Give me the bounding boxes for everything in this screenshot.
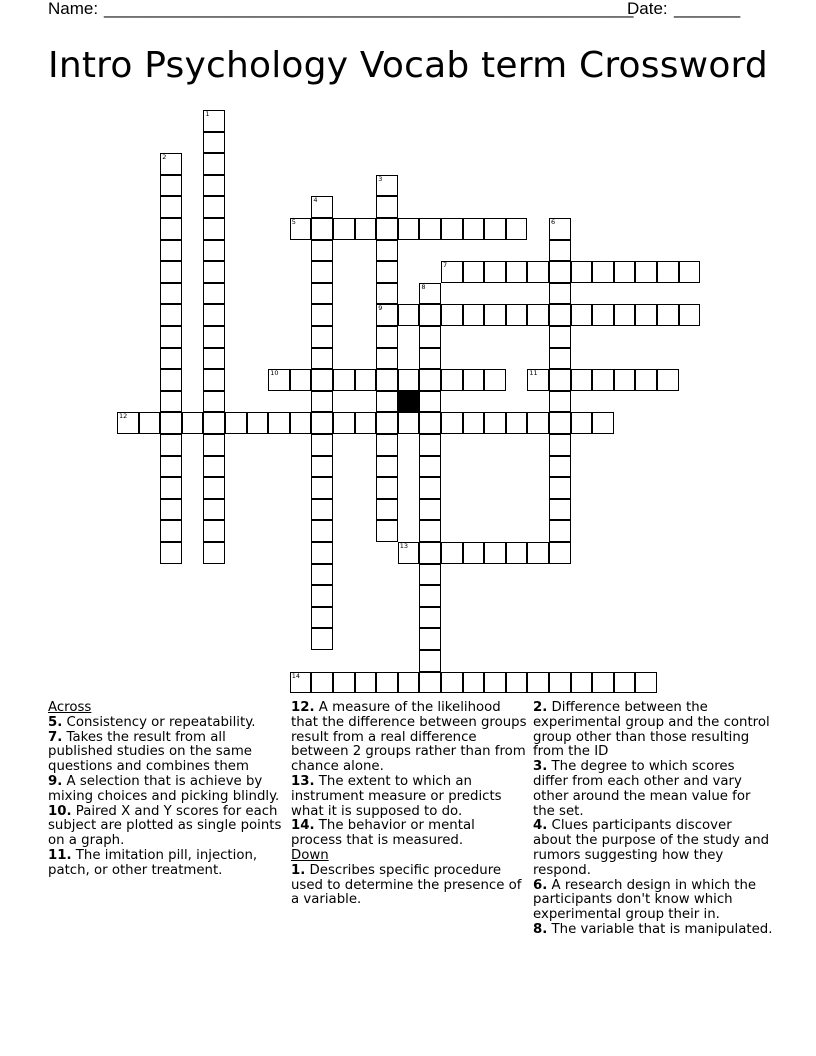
crossword-cell[interactable]: [527, 542, 549, 564]
crossword-cell[interactable]: [311, 672, 333, 694]
crossword-cell[interactable]: [679, 304, 701, 326]
crossword-cell[interactable]: [463, 672, 485, 694]
crossword-cell[interactable]: [463, 369, 485, 391]
crossword-cell[interactable]: [203, 456, 225, 478]
clues-column-3: [533, 701, 773, 938]
crossword-cell[interactable]: [182, 412, 204, 434]
clue-number-label: 11.: [48, 847, 72, 863]
crossword-cell[interactable]: [160, 196, 182, 218]
crossword-cell[interactable]: [592, 369, 614, 391]
crossword-cell[interactable]: [311, 196, 333, 218]
crossword-cell[interactable]: [506, 304, 528, 326]
crossword-cell[interactable]: [549, 240, 571, 262]
clue-number-label: 1.: [291, 862, 306, 878]
clue-item: [291, 864, 527, 908]
crossword-cell[interactable]: [160, 477, 182, 499]
crossword-cell[interactable]: [549, 499, 571, 521]
crossword-cell[interactable]: [441, 412, 463, 434]
crossword-cell[interactable]: [203, 196, 225, 218]
crossword-cell[interactable]: [268, 369, 290, 391]
crossword-cell[interactable]: [419, 348, 441, 370]
crossword-cell[interactable]: [571, 369, 593, 391]
crossword-cell[interactable]: [203, 477, 225, 499]
crossword-cell[interactable]: [419, 218, 441, 240]
crossword-cell[interactable]: [376, 369, 398, 391]
crossword-cell[interactable]: [203, 110, 225, 132]
crossword-cell[interactable]: [614, 369, 636, 391]
crossword-cell[interactable]: [311, 283, 333, 305]
crossword-cell[interactable]: [160, 153, 182, 175]
clue-number: 3: [378, 174, 383, 183]
crossword-cell[interactable]: [160, 369, 182, 391]
crossword-cell[interactable]: [549, 304, 571, 326]
clue-item: [533, 879, 773, 923]
black-square: [398, 391, 420, 413]
clue-text: A measure of the likelihood that the difference between groups result from a real difference between 2 groups rather than from chance alone.: [291, 700, 527, 775]
clue-text: A selection that is achieve by mixing choices and picking blindly.: [48, 773, 280, 804]
crossword-cell[interactable]: [398, 672, 420, 694]
crossword-cell[interactable]: [203, 369, 225, 391]
clue-number: 8: [421, 282, 426, 291]
crossword-cell[interactable]: [527, 412, 549, 434]
crossword-cell[interactable]: [679, 261, 701, 283]
crossword-cell[interactable]: [549, 348, 571, 370]
crossword-cell[interactable]: [203, 391, 225, 413]
clue-item: [48, 731, 284, 775]
crossword-cell[interactable]: [592, 672, 614, 694]
clue-text: The degree to which scores differ from each other and vary other around the mean value for the set.: [533, 759, 751, 819]
crossword-cell[interactable]: [441, 261, 463, 283]
crossword-cell[interactable]: [311, 564, 333, 586]
name-label: Name:: [48, 0, 99, 18]
crossword-cell[interactable]: [592, 412, 614, 434]
clue-number: 7: [443, 261, 448, 270]
clue-text: Paired X and Y scores for each subject are plotted as single points on a graph.: [48, 803, 282, 849]
crossword-cell[interactable]: [160, 283, 182, 305]
crossword-cell[interactable]: [571, 412, 593, 434]
date-label: Date:: [627, 0, 668, 18]
crossword-cell[interactable]: [506, 672, 528, 694]
crossword-cell[interactable]: [506, 412, 528, 434]
clue-number: 2: [162, 153, 167, 162]
crossword-cell[interactable]: [376, 240, 398, 262]
crossword-cell[interactable]: [160, 218, 182, 240]
crossword-cell[interactable]: [441, 672, 463, 694]
crossword-cell[interactable]: [203, 499, 225, 521]
crossword-cell[interactable]: [571, 304, 593, 326]
crossword-cell[interactable]: [160, 499, 182, 521]
crossword-cell[interactable]: [268, 412, 290, 434]
crossword-cell[interactable]: [484, 369, 506, 391]
crossword-cell[interactable]: [484, 542, 506, 564]
crossword-cell[interactable]: [549, 477, 571, 499]
crossword-cell[interactable]: [225, 412, 247, 434]
clue-number: 9: [378, 304, 383, 313]
crossword-cell[interactable]: [160, 520, 182, 542]
clue-text: The variable that is manipulated.: [547, 921, 773, 937]
crossword-cell[interactable]: [376, 477, 398, 499]
crossword-cell[interactable]: [419, 542, 441, 564]
crossword-cell[interactable]: [571, 261, 593, 283]
clue-number: 13: [399, 542, 409, 550]
crossword-cell[interactable]: [290, 412, 312, 434]
crossword-cell[interactable]: [355, 672, 377, 694]
crossword-cell[interactable]: [203, 304, 225, 326]
clue-text: A research design in which the participants don't know which experimental group their in.: [533, 877, 757, 923]
clue-item: [48, 716, 284, 731]
clue-number-label: 8.: [533, 921, 548, 937]
crossword-cell[interactable]: [333, 672, 355, 694]
crossword-cell[interactable]: [311, 240, 333, 262]
clue-text: Takes the result from all published studies on the same questions and combines them: [48, 729, 252, 775]
crossword-cell[interactable]: [311, 261, 333, 283]
crossword-cell[interactable]: [398, 304, 420, 326]
crossword-cell[interactable]: [333, 412, 355, 434]
crossword-cell[interactable]: [311, 499, 333, 521]
crossword-cell[interactable]: [635, 369, 657, 391]
crossword-cell[interactable]: [549, 391, 571, 413]
crossword-cell[interactable]: [571, 672, 593, 694]
crossword-cell[interactable]: [527, 261, 549, 283]
crossword-cell[interactable]: [117, 412, 139, 434]
crossword-cell[interactable]: [635, 261, 657, 283]
crossword-cell[interactable]: [484, 304, 506, 326]
clue-number-label: 9.: [48, 773, 63, 789]
crossword-cell[interactable]: [419, 672, 441, 694]
crossword-cell[interactable]: [657, 304, 679, 326]
crossword-cell[interactable]: [484, 672, 506, 694]
crossword-cell[interactable]: [463, 261, 485, 283]
crossword-cell[interactable]: [376, 348, 398, 370]
crossword-cell[interactable]: [160, 542, 182, 564]
crossword-cell[interactable]: [549, 412, 571, 434]
clue-text: Consistency or repeatability.: [62, 714, 256, 730]
crossword-cell[interactable]: [355, 412, 377, 434]
crossword-cell[interactable]: [311, 585, 333, 607]
crossword-cell[interactable]: [247, 412, 269, 434]
crossword-cell[interactable]: [527, 672, 549, 694]
crossword-cell[interactable]: [592, 261, 614, 283]
crossword-cell[interactable]: [549, 326, 571, 348]
crossword-cell[interactable]: [333, 218, 355, 240]
crossword-cell[interactable]: [160, 240, 182, 262]
crossword-cell[interactable]: [614, 672, 636, 694]
crossword-cell[interactable]: [419, 607, 441, 629]
crossword-cell[interactable]: [333, 369, 355, 391]
crossword-cell[interactable]: [463, 542, 485, 564]
crossword-cell[interactable]: [549, 456, 571, 478]
clue-item: [291, 819, 527, 849]
clue-item: [48, 775, 284, 805]
crossword-cell[interactable]: [376, 326, 398, 348]
crossword-cell[interactable]: [160, 326, 182, 348]
crossword-cell[interactable]: [419, 456, 441, 478]
clue-item: [291, 775, 527, 819]
crossword-cell[interactable]: [398, 369, 420, 391]
clues-column-2: [291, 701, 527, 908]
crossword-cell[interactable]: [419, 369, 441, 391]
clue-number: 10: [270, 369, 279, 378]
crossword-cell[interactable]: [203, 412, 225, 434]
crossword-cell[interactable]: [290, 218, 312, 240]
clue-text: The behavior or mental process that is measured.: [291, 818, 475, 849]
crossword-cell[interactable]: [203, 132, 225, 154]
crossword-cell[interactable]: [419, 434, 441, 456]
crossword-cell[interactable]: [290, 672, 312, 694]
clue-number-label: 14.: [291, 818, 315, 834]
crossword-cell[interactable]: [419, 650, 441, 672]
crossword-cell[interactable]: [441, 218, 463, 240]
crossword-cell[interactable]: [463, 412, 485, 434]
clue-item: [533, 760, 773, 819]
crossword-cell[interactable]: [355, 369, 377, 391]
crossword-cell[interactable]: [311, 542, 333, 564]
crossword-cell[interactable]: [160, 261, 182, 283]
crossword-cell[interactable]: [160, 412, 182, 434]
crossword-cell[interactable]: [203, 326, 225, 348]
crossword-cell[interactable]: [311, 477, 333, 499]
crossword-cell[interactable]: [506, 542, 528, 564]
clue-number-label: 10.: [48, 803, 72, 819]
crossword-cell[interactable]: [419, 283, 441, 305]
clue-number: 4: [313, 196, 318, 205]
crossword-cell[interactable]: [441, 542, 463, 564]
crossword-cell[interactable]: [160, 434, 182, 456]
crossword-cell[interactable]: [419, 499, 441, 521]
clue-text: The imitation pill, injection, patch, or other treatment.: [48, 847, 258, 878]
clue-item: [48, 805, 284, 849]
crossword-cell[interactable]: [657, 261, 679, 283]
crossword-cell[interactable]: [311, 218, 333, 240]
crossword-cell[interactable]: [614, 304, 636, 326]
crossword-cell[interactable]: [549, 283, 571, 305]
clue-number-label: 5.: [48, 714, 63, 730]
clue-number: 6: [551, 218, 556, 226]
crossword-cell[interactable]: [376, 391, 398, 413]
crossword-cell[interactable]: [592, 304, 614, 326]
crossword-cell[interactable]: [203, 283, 225, 305]
crossword-cell[interactable]: [419, 391, 441, 413]
crossword-cell[interactable]: [311, 456, 333, 478]
crossword-cell[interactable]: [506, 261, 528, 283]
clue-item: [533, 923, 773, 938]
crossword-cell[interactable]: [160, 391, 182, 413]
crossword-cell[interactable]: [419, 585, 441, 607]
clue-number-label: 6.: [533, 877, 548, 893]
crossword-cell[interactable]: [290, 369, 312, 391]
crossword-cell[interactable]: [203, 261, 225, 283]
clue-item: [533, 701, 773, 760]
crossword-cell[interactable]: [419, 564, 441, 586]
clue-heading: Down: [291, 847, 329, 863]
crossword-cell[interactable]: [160, 304, 182, 326]
crossword-cell[interactable]: [549, 520, 571, 542]
clue-number: 11: [529, 369, 538, 378]
crossword-cell[interactable]: [376, 412, 398, 434]
crossword-cell[interactable]: [484, 261, 506, 283]
clue-text: Describes specific procedure used to determine the presence of a variable.: [291, 862, 522, 908]
crossword-cell[interactable]: [419, 326, 441, 348]
crossword-cell[interactable]: [398, 218, 420, 240]
clue-number: 5: [291, 218, 296, 226]
crossword-cell[interactable]: [311, 369, 333, 391]
crossword-cell[interactable]: [376, 175, 398, 197]
clue-item: [48, 849, 284, 879]
crossword-cell[interactable]: [203, 153, 225, 175]
crossword-cell[interactable]: [355, 218, 377, 240]
page-title: Intro Psychology Vocab term Crossword: [48, 45, 768, 86]
crossword-cell[interactable]: [160, 456, 182, 478]
crossword-cell[interactable]: [635, 304, 657, 326]
crossword-cell[interactable]: [376, 304, 398, 326]
crossword-cell[interactable]: [614, 261, 636, 283]
crossword-cell[interactable]: [376, 434, 398, 456]
clue-number-label: 4.: [533, 818, 548, 834]
crossword-cell[interactable]: [139, 412, 161, 434]
clue-item: [291, 701, 527, 775]
crossword-cell[interactable]: [549, 672, 571, 694]
crossword-cell[interactable]: [160, 175, 182, 197]
crossword-cell[interactable]: [203, 175, 225, 197]
crossword-cell[interactable]: [549, 542, 571, 564]
clue-number-label: 3.: [533, 759, 548, 775]
clue-number-label: 12.: [291, 700, 315, 715]
crossword-cell[interactable]: [441, 369, 463, 391]
crossword-cell[interactable]: [311, 520, 333, 542]
clue-text: The extent to which an instrument measure or predicts what it is supposed to do.: [291, 773, 502, 819]
crossword-cell[interactable]: [203, 240, 225, 262]
crossword-cell[interactable]: [376, 218, 398, 240]
crossword-cell[interactable]: [484, 412, 506, 434]
crossword-cell[interactable]: [376, 196, 398, 218]
crossword-cell[interactable]: [657, 369, 679, 391]
crossword-cell[interactable]: [419, 412, 441, 434]
crossword-cell[interactable]: [311, 607, 333, 629]
clue-text: Clues participants discover about the purpose of the study and rumors suggesting how they respond.: [533, 818, 770, 878]
crossword-cell[interactable]: [203, 218, 225, 240]
crossword-cell[interactable]: [398, 412, 420, 434]
crossword-cell[interactable]: [463, 304, 485, 326]
crossword-cell[interactable]: [376, 672, 398, 694]
clue-item: [533, 819, 773, 878]
crossword-cell[interactable]: [376, 456, 398, 478]
crossword-cell[interactable]: [311, 326, 333, 348]
crossword-cell[interactable]: [311, 348, 333, 370]
clue-heading: Across: [48, 700, 92, 715]
crossword-cell[interactable]: [311, 434, 333, 456]
clue-number: 1: [205, 110, 210, 118]
crossword-cell[interactable]: [527, 369, 549, 391]
crossword-cell[interactable]: [311, 628, 333, 650]
crossword-cell[interactable]: [311, 391, 333, 413]
crossword-cell[interactable]: [203, 348, 225, 370]
crossword-cell[interactable]: [419, 628, 441, 650]
crossword-cell[interactable]: [419, 520, 441, 542]
crossword-cell[interactable]: [549, 261, 571, 283]
crossword-cell[interactable]: [376, 283, 398, 305]
crossword-cell[interactable]: [203, 434, 225, 456]
crossword-cell[interactable]: [376, 499, 398, 521]
crossword-cell[interactable]: [311, 304, 333, 326]
clue-number-label: 7.: [48, 729, 63, 745]
name-field-line[interactable]: ________________________________________________________: [104, 0, 634, 18]
crossword-cell[interactable]: [419, 304, 441, 326]
clue-number-label: 13.: [291, 773, 315, 789]
crossword-cell[interactable]: [635, 672, 657, 694]
crossword-cell[interactable]: [484, 218, 506, 240]
clue-number: 14: [291, 671, 301, 680]
clues-column-1: [48, 701, 284, 879]
crossword-cell[interactable]: [549, 434, 571, 456]
crossword-cell[interactable]: [549, 218, 571, 240]
crossword-cell[interactable]: [311, 412, 333, 434]
crossword-cell[interactable]: [203, 542, 225, 564]
crossword-cell[interactable]: [463, 218, 485, 240]
crossword-cell[interactable]: [203, 520, 225, 542]
crossword-cell[interactable]: [506, 218, 528, 240]
crossword-cell[interactable]: [441, 304, 463, 326]
crossword-cell[interactable]: [419, 477, 441, 499]
clue-number: 12: [119, 412, 128, 421]
date-field-line[interactable]: _______: [674, 0, 741, 18]
crossword-cell[interactable]: [527, 304, 549, 326]
crossword-cell[interactable]: [376, 520, 398, 542]
clue-text: Difference between the experimental group and the control group other than those resulting from the ID: [533, 700, 770, 760]
clue-number-label: 2.: [533, 700, 548, 715]
crossword-cell[interactable]: [160, 348, 182, 370]
crossword-cell[interactable]: [398, 542, 420, 564]
crossword-cell[interactable]: [376, 261, 398, 283]
crossword-cell[interactable]: [549, 369, 571, 391]
